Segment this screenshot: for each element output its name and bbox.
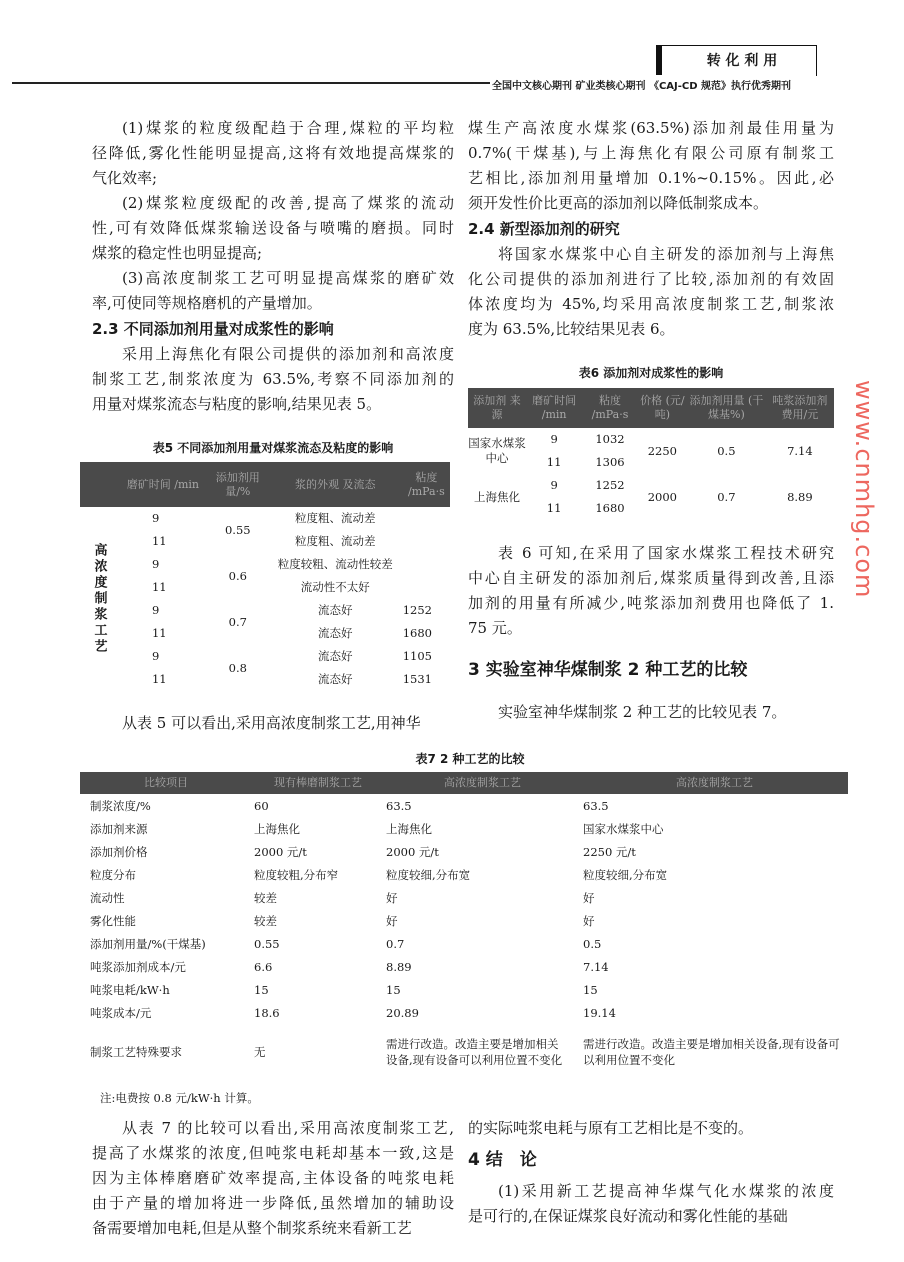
table-row <box>80 794 848 817</box>
table-cell: 粒度较粗,分布窄 <box>254 867 339 882</box>
table-cell <box>403 576 450 599</box>
table-header-cell: 磨矿时间 /min <box>526 388 582 428</box>
table-cell: 2250 元/t <box>583 844 636 859</box>
heading-3: 3 实验室神华煤制浆 2 种工艺的比较 <box>468 660 748 680</box>
table-row <box>80 507 450 530</box>
table-cell: 1032 <box>595 432 625 446</box>
table-cell: 添加剂价格 <box>90 844 148 859</box>
table-cell: 流态好 <box>317 603 353 617</box>
table-cell: 0.5 <box>717 443 736 458</box>
table-cell <box>403 507 450 530</box>
table-cell: 粒度粗、流动差 <box>294 534 376 548</box>
table6-caption: 表6 添加剂对成浆性的影响 <box>578 366 724 380</box>
table-cell: 2250 <box>647 443 677 458</box>
table-cell: 好 <box>583 913 595 928</box>
table-cell: 11 <box>151 672 167 686</box>
paragraph <box>468 541 834 641</box>
paragraph <box>92 116 454 191</box>
table-row <box>80 955 848 978</box>
table-row <box>80 553 450 576</box>
paragraph <box>92 342 454 417</box>
table-cell: 0.6 <box>228 568 247 583</box>
table-cell: 1306 <box>595 455 625 469</box>
table-header-row <box>468 388 834 428</box>
table-cell: 吨浆添加剂成本/元 <box>90 959 186 974</box>
table-cell: 1105 <box>402 649 432 663</box>
table-cell: 粒度较细,分布宽 <box>583 867 668 882</box>
table-header-cell: 现有棒磨制浆工艺 <box>252 772 384 794</box>
table-cell: 好 <box>386 913 398 928</box>
table6 <box>468 388 834 520</box>
text-line: 制浆工艺,制浆浓度为 63.5%,考察不同添加剂的 <box>92 370 454 388</box>
table-cell: 国家水煤浆中心 <box>583 821 664 836</box>
table-cell: 9 <box>550 432 558 446</box>
table-header-cell: 高浓度制浆工艺 <box>384 772 581 794</box>
text-line: 75 元。 <box>468 619 522 637</box>
table-cell: 粒度分布 <box>90 867 136 882</box>
text-line: 提高了水煤浆的浓度,但吨浆电耗却基本一致,这是 <box>92 1144 454 1162</box>
table-cell: 6.6 <box>254 959 273 974</box>
section-header-bar <box>656 45 662 75</box>
paragraph <box>468 1116 834 1141</box>
table-cell: 制浆浓度/% <box>90 798 151 813</box>
paragraph <box>92 1116 454 1241</box>
table-cell: 15 <box>583 982 598 997</box>
table-cell: 8.89 <box>386 959 412 974</box>
table-cell: 流动性不太好 <box>300 580 370 594</box>
text-line: 从表 5 可以看出,采用高浓度制浆工艺,用神华 <box>122 714 421 732</box>
paragraph <box>468 700 834 725</box>
table-row <box>80 1001 848 1024</box>
table5 <box>80 462 450 691</box>
table-row <box>80 817 848 840</box>
table-cell: 粒度较粗、流动性较差 <box>277 557 393 571</box>
table-row <box>80 1024 848 1080</box>
text-line: (3)高浓度制浆工艺可明显提高煤浆的磨矿效 <box>122 269 454 287</box>
paragraph <box>92 191 454 266</box>
text-line: 表 6 可知,在采用了国家水煤浆工程技术研究 <box>498 544 834 562</box>
table-cell: 9 <box>550 478 558 492</box>
header-rule <box>12 82 490 84</box>
table-cell: 流态好 <box>317 649 353 663</box>
text-line: 艺相比,添加剂用量增加 0.1%~0.15%。因此,必 <box>468 169 834 187</box>
table-cell: 好 <box>386 890 398 905</box>
paragraph <box>468 1179 834 1229</box>
table-header-cell: 粘度 /mPa·s <box>582 388 638 428</box>
text-line: 因为主体棒磨磨矿效率提高,主体设备的吨浆电耗 <box>92 1169 454 1187</box>
text-line: 用量对煤浆流态与粘度的影响,结果见表 5。 <box>92 395 382 413</box>
table-cell: 1680 <box>402 626 432 640</box>
table-cell: 雾化性能 <box>90 913 136 928</box>
table-cell: 粒度较细,分布宽 <box>386 867 471 882</box>
table-cell: 流动性 <box>90 890 125 905</box>
table-row <box>80 863 848 886</box>
table-header-cell: 价格 (元/吨) <box>638 388 687 428</box>
table-cell: 添加剂来源 <box>90 821 148 836</box>
table-cell: 11 <box>151 580 167 594</box>
table-cell <box>403 553 450 576</box>
table-cell: 20.89 <box>386 1005 419 1020</box>
text-line: 化公司提供的添加剂进行了比较,添加剂的有效固 <box>468 270 834 288</box>
table-header-cell: 添加剂用量 (干煤基%) <box>687 388 766 428</box>
table-header-row <box>80 772 848 794</box>
text-line: 气化效率; <box>92 169 158 187</box>
table-cell: 11 <box>151 626 167 640</box>
text-line: 备需要增加电耗,但是从整个制浆系统来看新工艺 <box>92 1219 412 1237</box>
table-cell: 0.5 <box>583 936 602 951</box>
table-cell: 9 <box>151 511 160 525</box>
heading-2-3: 2.3 不同添加剂用量对成浆性的影响 <box>92 320 334 338</box>
table-header-cell: 高浓度制浆工艺 <box>581 772 848 794</box>
table-cell: 流态好 <box>317 626 353 640</box>
journal-line: 全国中文核心期刊 矿业类核心期刊 《CAJ-CD 规范》执行优秀期刊 <box>492 81 792 92</box>
text-line: 煤浆的稳定性也明显提高; <box>92 244 263 262</box>
text-line: 性,可有效降低煤浆输送设备与喷嘴的磨损。同时 <box>92 219 454 237</box>
text-line: 将国家水煤浆中心自主研发的添加剂与上海焦 <box>498 245 834 263</box>
text-line: 加剂的用量有所减少,吨浆添加剂费用也降低了 1. <box>468 594 834 612</box>
table-row <box>80 599 450 622</box>
table-header-cell: 添加剂 来源 <box>468 388 526 428</box>
table-header-cell <box>80 462 118 507</box>
table-row <box>80 645 450 668</box>
table-cell: 2000 元/t <box>254 844 307 859</box>
table-cell: 流态好 <box>317 672 353 686</box>
table-cell: 0.7 <box>386 936 405 951</box>
table-cell: 11 <box>151 534 167 548</box>
text-line: 率,可使同等规格磨机的产量增加。 <box>92 294 322 312</box>
table-header-cell: 比较项目 <box>80 772 252 794</box>
table-cell: 制浆工艺特殊要求 <box>90 1045 182 1059</box>
text-line: 从表 7 的比较可以看出,采用高浓度制浆工艺, <box>122 1119 454 1137</box>
table-cell: 较差 <box>254 890 277 905</box>
table-cell: 19.14 <box>583 1005 616 1020</box>
text-line: (1)采用新工艺提高神华煤气化水煤浆的浓度 <box>498 1182 834 1200</box>
table-header-cell: 磨矿时间 /min <box>118 462 208 507</box>
table-cell: 上海焦化 <box>386 821 432 836</box>
table-cell: 1252 <box>595 478 625 492</box>
paragraph <box>92 266 454 316</box>
text-line: 由于产量的增加将进一步降低,虽然增加的辅助设 <box>92 1194 454 1212</box>
text-line: 0.7%(干煤基),与上海焦化有限公司原有制浆工 <box>468 144 834 162</box>
table-cell: 上海焦化 <box>254 821 300 836</box>
table-cell: 8.89 <box>787 489 813 504</box>
table-cell: 7.14 <box>583 959 609 974</box>
table5-caption: 表5 不同添加剂用量对煤浆流态及粘度的影响 <box>152 441 394 455</box>
table-cell: 吨浆电耗/kW·h <box>90 982 170 997</box>
table-header-cell: 浆的外观 及流态 <box>268 462 403 507</box>
table-row <box>80 886 848 909</box>
table-header-cell: 粘度 /mPa·s <box>403 462 450 507</box>
table-cell: 9 <box>151 603 160 617</box>
text-line: 是可行的,在保证煤浆良好流动和雾化性能的基础 <box>468 1207 788 1225</box>
table-header-row <box>80 462 450 507</box>
table-cell: 0.7 <box>717 489 736 504</box>
table-cell <box>403 530 450 553</box>
text-line: (1)煤浆的粒度级配趋于合理,煤粒的平均粒 <box>122 119 454 137</box>
paragraph <box>468 116 834 216</box>
text-line: (2)煤浆粒度级配的改善,提高了煤浆的流动 <box>122 194 454 212</box>
text-line: 的实际吨浆电耗与原有工艺相比是不变的。 <box>468 1119 754 1137</box>
table-cell: 0.55 <box>224 522 251 537</box>
text-line: 径降低,雾化性能明显提高,这将有效地提高煤浆的 <box>92 144 454 162</box>
table-cell: 60 <box>254 798 269 813</box>
table7 <box>80 772 840 1080</box>
table-cell: 11 <box>546 455 562 469</box>
table-cell: 0.55 <box>254 936 280 951</box>
table-row <box>80 932 848 955</box>
table-row <box>468 428 834 451</box>
text-line: 中心自主研发的添加剂后,煤浆质量得到改善,且添 <box>468 569 834 587</box>
table-row <box>80 840 848 863</box>
table-cell: 1680 <box>595 501 625 515</box>
section-header-title: 转 化 利 用 <box>706 53 778 69</box>
table-cell: 0.8 <box>228 660 247 675</box>
table-cell: 需进行改造。改造主要是增加相关设备,现有设备可以利用位置不变化 <box>386 1037 563 1067</box>
table7-caption: 表7 2 种工艺的比较 <box>415 752 525 766</box>
table-cell: 1531 <box>402 672 432 686</box>
table-cell: 吨浆成本/元 <box>90 1005 152 1020</box>
table-row <box>468 474 834 497</box>
heading-2-4: 2.4 新型添加剂的研究 <box>468 220 620 238</box>
table-cell: 7.14 <box>787 443 813 458</box>
table-header-cell: 添加剂用 量/% <box>208 462 268 507</box>
heading-4: 4 结 论 <box>468 1150 537 1170</box>
table-cell: 63.5 <box>583 798 609 813</box>
table-cell: 好 <box>583 890 595 905</box>
table-cell: 2000 <box>647 489 677 504</box>
table-cell: 15 <box>386 982 401 997</box>
table-cell: 15 <box>254 982 269 997</box>
table-cell: 9 <box>151 557 160 571</box>
table-cell: 国家水煤浆中心 <box>468 436 526 465</box>
table-cell: 11 <box>546 501 562 515</box>
paragraph <box>92 711 454 736</box>
table-row <box>80 978 848 1001</box>
text-line: 度为 63.5%,比较结果见表 6。 <box>468 320 675 338</box>
table-cell: 较差 <box>254 913 277 928</box>
table-cell: 0.7 <box>228 614 247 629</box>
table-cell: 9 <box>151 649 160 663</box>
table-row <box>80 909 848 932</box>
table-cell: 需进行改造。改造主要是增加相关设备,现有设备可以利用位置不变化 <box>583 1037 840 1067</box>
text-line: 煤生产高浓度水煤浆(63.5%)添加剂最佳用量为 <box>468 119 834 137</box>
paragraph <box>468 242 834 342</box>
table7-note: 注:电费按 0.8 元/kW·h 计算。 <box>100 1091 259 1105</box>
table-cell: 2000 元/t <box>386 844 439 859</box>
text-line: 实验室神华煤制浆 2 种工艺的比较见表 7。 <box>498 703 787 721</box>
text-line: 采用上海焦化有限公司提供的添加剂和高浓度 <box>122 345 454 363</box>
watermark: www.cnmhg.com <box>850 380 878 599</box>
table-cell: 63.5 <box>386 798 412 813</box>
table-header-cell: 吨浆添加剂 费用/元 <box>766 388 834 428</box>
table-cell: 无 <box>254 1045 266 1059</box>
text-line: 须开发性价比更高的添加剂以降低制浆成本。 <box>468 194 769 212</box>
table-cell: 1252 <box>402 603 432 617</box>
table-cell: 粒度粗、流动差 <box>294 511 376 525</box>
table-cell: 上海焦化 <box>474 489 520 504</box>
table-cell: 18.6 <box>254 1005 280 1020</box>
text-line: 体浓度均为 45%,均采用高浓度制浆工艺,制浆浓 <box>468 295 834 313</box>
table-cell: 添加剂用量/%(干煤基) <box>90 936 206 951</box>
group-label: 高浓度制浆工艺 <box>91 543 107 655</box>
